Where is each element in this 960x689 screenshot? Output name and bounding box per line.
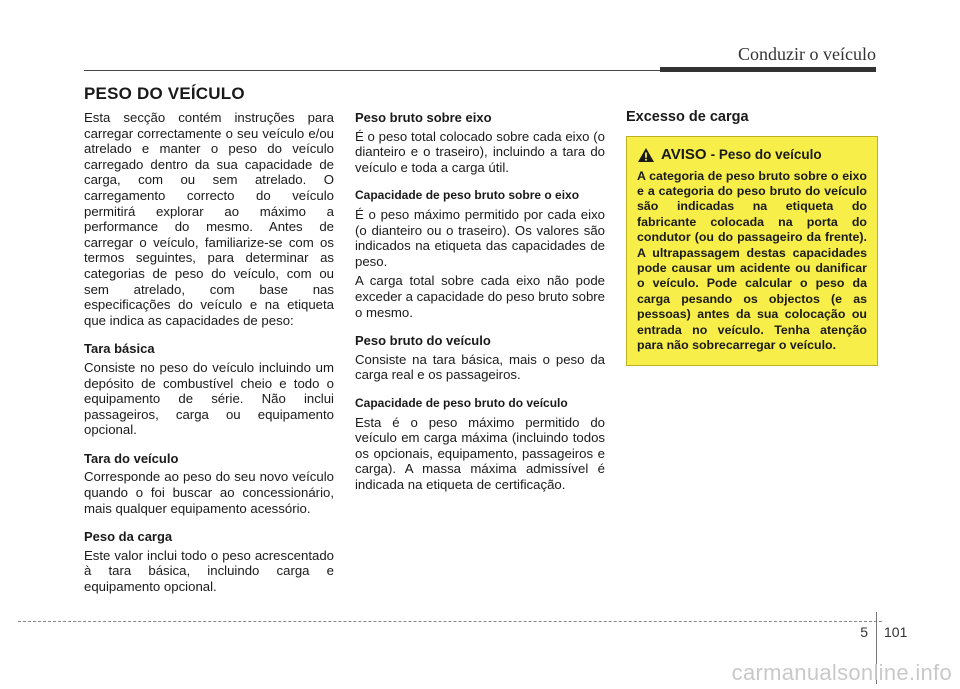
peso-carga-heading: Peso da carga	[84, 529, 173, 545]
column-3	[626, 110, 878, 366]
header-rule-thick	[660, 67, 876, 72]
warning-triangle-icon	[637, 147, 655, 163]
column-2	[355, 110, 605, 505]
peso-eixo-heading: Peso bruto sobre eixo	[355, 110, 492, 125]
header-rule-thin	[84, 70, 684, 71]
peso-veiculo-text: Consiste na tara básica, mais o peso da carga real e os passageiros.	[355, 351, 605, 383]
footer-dashed-line	[18, 621, 882, 622]
watermark-text: carmanualsonline.info	[731, 660, 952, 685]
cap-eixo-text-1: É o peso máximo permitido por cada eixo (o dianteiro ou o traseiro). Os valores são indicados na etiqueta das capacidades de peso.	[355, 206, 605, 269]
excess-load-heading: Excesso de carga	[626, 109, 749, 125]
cap-eixo-text-2: A carga total sobre cada eixo não pode exceder a capacidade do peso bruto sobre o mesmo.	[355, 273, 606, 320]
cap-eixo-heading: Capacidade de peso bruto sobre o eixo	[355, 188, 580, 203]
warning-text: A categoria de peso bruto sobre o eixo e a categoria do peso bruto do veículo são indicadas na etiqueta do fabricante colocada na porta do condutor (ou do passageiro da frente). A ultrapassagem destas capacidades pode causar um acidente ou danificar o veículo. Pode calcular o peso da carga pesando os objectos (e as pessoas) antes da sua colocação ou entrada no veículo. Tenha atenção para não sobrecarregar o veículo.	[637, 168, 867, 353]
warning-box	[626, 136, 878, 367]
warning-label: AVISO	[661, 145, 707, 163]
peso-veiculo-heading: Peso bruto do veículo	[355, 333, 491, 349]
cap-veiculo-heading: Capacidade de peso bruto do veículo	[355, 395, 568, 410]
chapter-number: 5	[860, 624, 868, 640]
intro-paragraph: Esta secção contém instruções para carregar correctamente o seu veículo e/ou atrelado e manter o peso do veículo carregado dentro da sua capacidade de carga, com ou sem atrelado. O carregamento correcto do veículo permitirá explorar ao máximo a performance do mesmo. Antes de carregar o veículo, familiarize-se com os termos seguintes, para determinar as categorias de peso do veículo, com ou sem atrelado, com base nas especificações do veículo e na etiqueta que indica as capacidades de peso:	[84, 110, 334, 328]
warning-header	[637, 147, 867, 163]
peso-carga-text: Este valor inclui todo o peso acrescentado à tara básica, incluindo carga e equipamento opcional.	[84, 547, 334, 595]
page-number: 101	[884, 624, 908, 640]
peso-eixo-text: É o peso total colocado sobre cada eixo (o dianteiro e o traseiro), incluindo a tara do veículo e toda a carga útil.	[355, 128, 605, 175]
cap-veiculo-text: Esta é o peso máximo permitido do veículo em carga máxima (incluindo todos os opcionais, equipamento, passageiros e carga). A massa máxima admissível é indicada na etiqueta de certificação.	[355, 414, 605, 492]
section-title: PESO DO VEÍCULO	[84, 84, 245, 103]
tara-veiculo-heading: Tara do veículo	[84, 450, 179, 466]
tara-basica-text: Consiste no peso do veículo incluindo um depósito de combustível cheio e todo o equipamento de série. Não inclui passageiros, carga ou equipamento opcional.	[84, 359, 334, 438]
tara-basica-heading: Tara básica	[84, 341, 155, 357]
column-1	[84, 110, 334, 608]
tara-veiculo-text: Corresponde ao peso do seu novo veículo quando o foi buscar ao concessionário, mais qualquer equipamento acessório.	[84, 469, 334, 516]
chapter-title: Conduzir o veículo	[738, 44, 876, 64]
warning-subtitle: - Peso do veículo	[710, 146, 822, 162]
